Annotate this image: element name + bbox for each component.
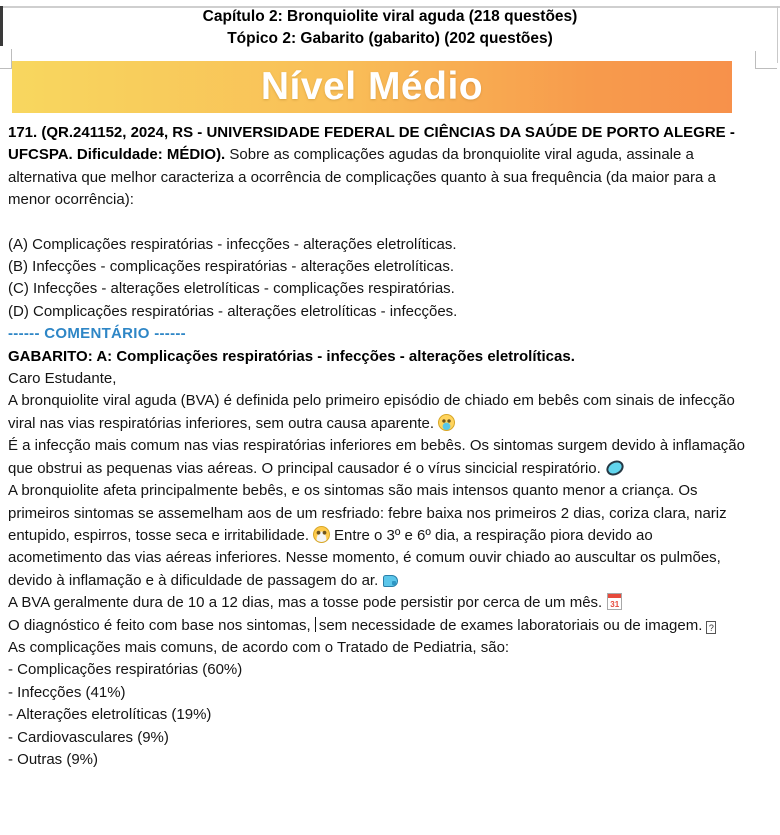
comment-paragraph-3 <box>8 480 748 592</box>
difficulty-label: Nível Médio <box>260 65 484 108</box>
text-cursor <box>315 617 316 632</box>
option-c: (C) Infecções - alterações eletrolíticas - complicações respiratórias. <box>8 280 455 298</box>
window-top-edge <box>0 6 780 8</box>
comment-paragraph-5 <box>8 615 748 637</box>
salutation: Caro Estudante, <box>8 370 117 388</box>
sneezing-face-emoji <box>313 526 330 543</box>
missing-character-box: ? <box>706 621 716 634</box>
comment-p3a-text: A bronquiolite afeta principalmente bebês, e os sintomas são mais intensos quanto menor a criança. Os primeiros sintomas se assemelham aos de um resfriado: febre baixa nos primeiros 2 dias, coriza clara, nariz entupido, espirros, tosse seca e irritabilidade. <box>8 482 727 544</box>
comment-p1-text: A bronquiolite viral aguda (BVA) é definida pelo primeiro episódio de chiado em bebês com sinais de infecção viral nas vias respiratórias inferiores, sem outra causa aparente. <box>8 392 735 432</box>
comment-paragraph-6: As complicações mais comuns, de acordo com o Tratado de Pediatria, são: <box>8 638 510 656</box>
frame-corner-mark-left <box>0 49 12 69</box>
calendar-icon-header <box>608 594 621 598</box>
chapter-title: Capítulo 2: Bronquiolite viral aguda (218 questões) <box>202 8 578 25</box>
difficulty-banner <box>12 61 732 113</box>
list-item: - Alterações eletrolíticas (19%) <box>8 706 212 724</box>
document-header <box>0 6 780 50</box>
window-top-left-bar <box>0 6 3 46</box>
calendar-icon-day: 31 <box>610 600 620 610</box>
answer-options <box>8 234 748 324</box>
calendar-31-icon <box>607 593 622 610</box>
comment-paragraph-4 <box>8 592 748 614</box>
comment-p5a-text: O diagnóstico é feito com base nos sintomas, <box>8 616 311 634</box>
window-right-edge-line <box>777 6 778 63</box>
list-item: - Cardiovasculares (9%) <box>8 728 169 746</box>
question-statement <box>8 122 748 212</box>
comment-p2-text: É a infecção mais comum nas vias respiratórias inferiores em bebês. Os sintomas surgem devido à inflamação que obstrui as pequenas vias aéreas. O principal causador é o vírus sincicial respiratório. <box>8 437 745 477</box>
comment-paragraph-1 <box>8 390 748 435</box>
comment-p4-text: A BVA geralmente dura de 10 a 12 dias, mas a tosse pode persistir por cerca de um mês. <box>8 594 603 612</box>
frame-corner-mark-right <box>755 51 777 69</box>
comment-divider: ------ COMENTÁRIO ------ <box>8 325 186 343</box>
lungs-blue-icon <box>383 575 398 587</box>
document-body[interactable] <box>8 122 748 771</box>
baby-face-emoji <box>438 414 455 431</box>
question-heading: 171. (QR.241152, 2024, RS - UNIVERSIDADE FEDERAL DE CIÊNCIAS DA SAÚDE DE PORTO ALEGRE - UFCSPA. Dificuldade: MÉDIO). <box>8 124 735 164</box>
virus-microbe-icon <box>604 457 626 478</box>
question-intro: Sobre as complicações agudas da bronquiolite viral aguda, assinale a alternativa que melhor caracteriza a ocorrência de complicações quanto à sua frequência (da maior para a menor ocorrência): <box>8 146 716 209</box>
option-a: (A) Complicações respiratórias - infecções - alterações eletrolíticas. <box>8 235 457 253</box>
list-item: - Infecções (41%) <box>8 683 126 701</box>
comment-p3b-text: Entre o 3º e 6º dia, a respiração piora devido ao acometimento das vias aéreas inferiores. Nesse momento, é comum ouvir chiado ao auscultar os pulmões, devido à inflamação e à dificuldade de passagem do ar. <box>8 526 721 589</box>
option-d: (D) Complicações respiratórias - alterações eletrolíticas - infecções. <box>8 302 458 320</box>
comment-paragraph-2 <box>8 435 748 480</box>
list-item: - Outras (9%) <box>8 750 99 768</box>
comment-p5b-text: sem necessidade de exames laboratoriais ou de imagem. <box>318 616 703 634</box>
topic-title: Tópico 2: Gabarito (gabarito) (202 questões) <box>227 30 553 47</box>
list-item: - Complicações respiratórias (60%) <box>8 661 243 679</box>
option-b: (B) Infecções - complicações respiratórias - alterações eletrolíticas. <box>8 258 455 276</box>
gabarito-line: GABARITO: A: Complicações respiratórias - infecções - alterações eletrolíticas. <box>8 347 575 365</box>
complications-list <box>8 659 748 771</box>
